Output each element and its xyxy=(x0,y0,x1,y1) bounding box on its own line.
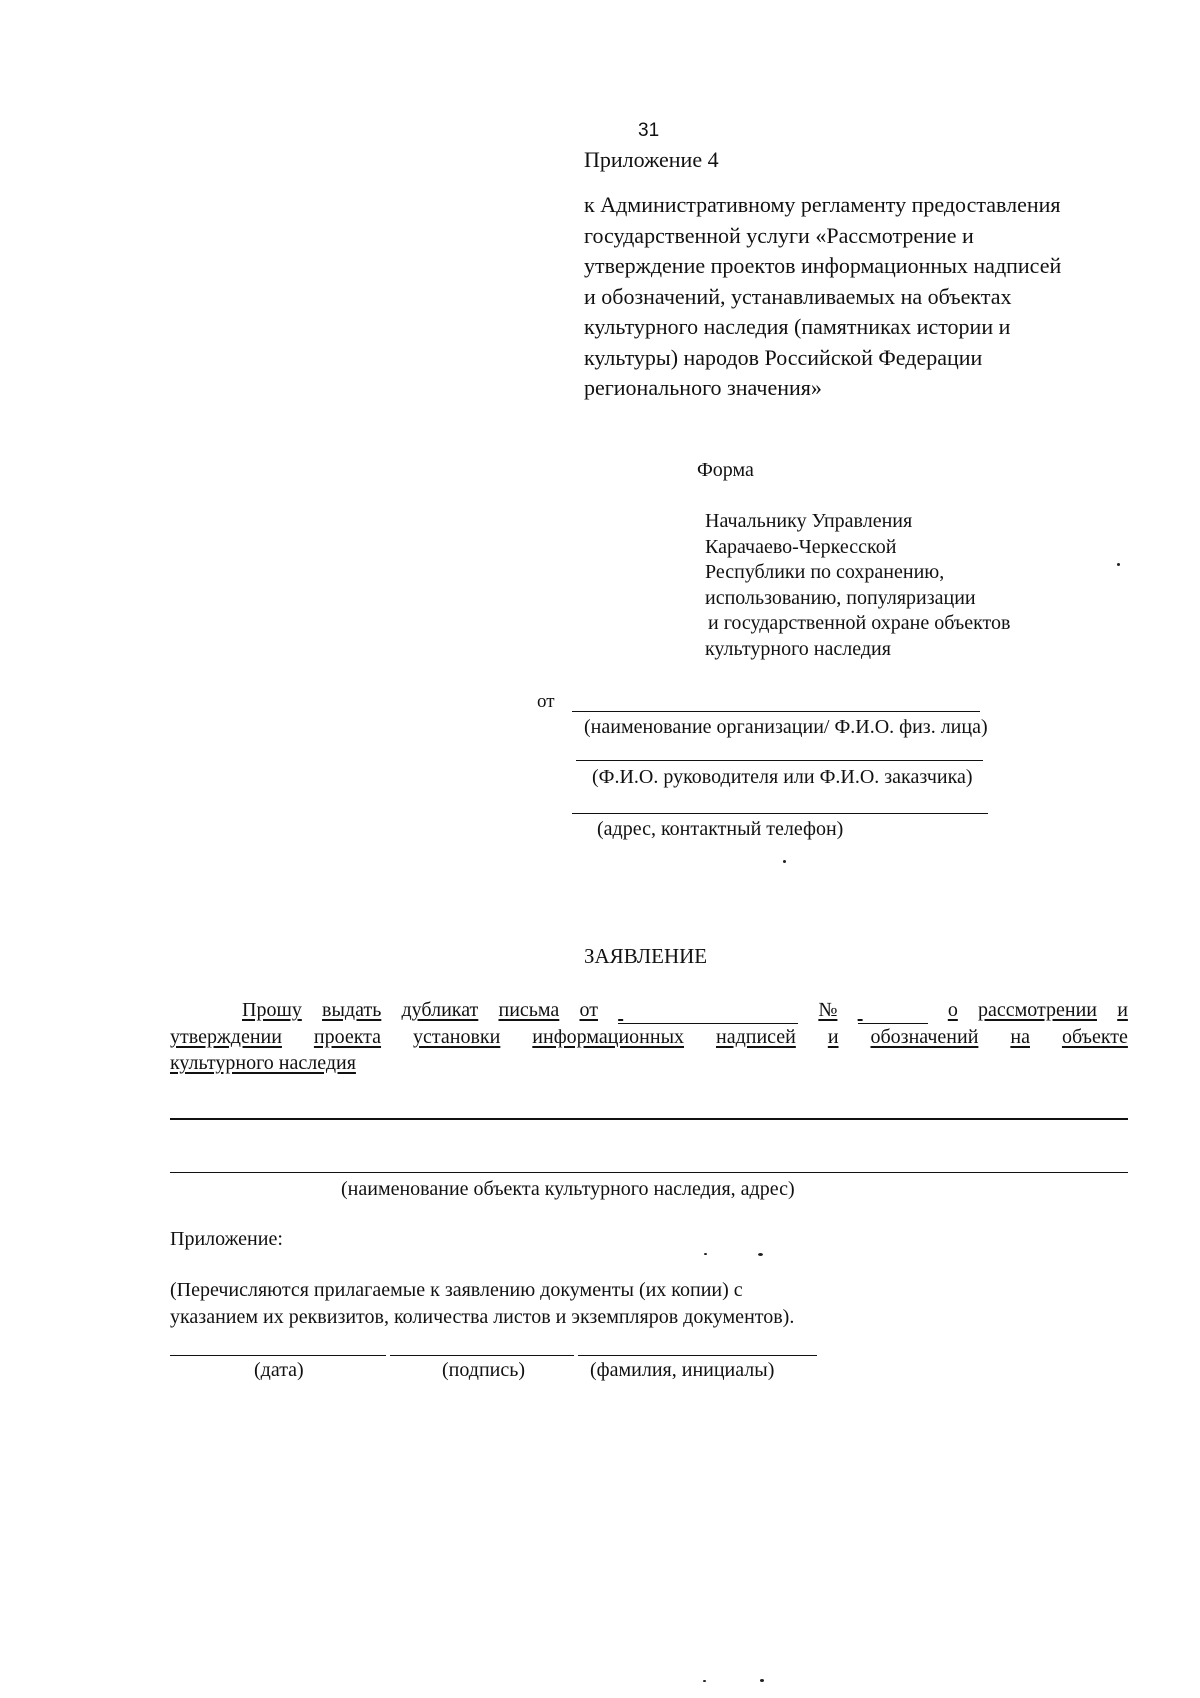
letter-date-field[interactable] xyxy=(618,997,798,1024)
page-number: 31 xyxy=(638,120,660,141)
from-label: от xyxy=(537,691,555,712)
statement-line-3 xyxy=(170,1050,1128,1076)
regulation-line: к Административному регламенту предоставления xyxy=(584,192,1061,217)
annex-note-line: (Перечисляются прилагаемые к заявлению документы (их копии) с xyxy=(170,1279,743,1301)
statement-word: Прошу xyxy=(242,999,302,1021)
addressee-line: и государственной охране объектов xyxy=(708,612,1011,634)
statement-word: установки xyxy=(413,1026,501,1048)
addressee xyxy=(705,509,1010,662)
object-caption: (наименование объекта культурного наследия, адрес) xyxy=(341,1178,795,1200)
scan-speck xyxy=(783,860,786,863)
regulation-line: и обозначений, устанавливаемых на объектах xyxy=(584,283,1012,309)
statement-word: культурного наследия xyxy=(170,1052,356,1074)
regulation-line: государственной услуги «Рассмотрение и xyxy=(584,222,974,248)
appendix-title: Приложение 4 xyxy=(584,147,719,172)
scan-speck xyxy=(760,1679,764,1682)
full-name-caption: (фамилия, инициалы) xyxy=(590,1359,775,1381)
statement-word: и xyxy=(827,1026,839,1048)
applicant-name-caption: (наименование организации/ Ф.И.О. физ. лица) xyxy=(584,716,988,738)
address-phone-caption: (адрес, контактный телефон) xyxy=(597,818,844,840)
regulation-reference xyxy=(584,190,1061,404)
statement-title: ЗАЯВЛЕНИЕ xyxy=(584,944,708,968)
statement-word: обозначений xyxy=(870,1026,979,1048)
scan-speck xyxy=(758,1253,763,1256)
statement-line-1 xyxy=(170,997,1128,1024)
statement-word: объекте xyxy=(1061,1026,1128,1048)
address-phone-field[interactable] xyxy=(572,813,988,814)
full-name-field[interactable] xyxy=(578,1355,817,1356)
form-label: Форма xyxy=(697,459,754,481)
statement-body xyxy=(170,997,1128,1076)
scan-speck xyxy=(704,1253,707,1255)
statement-word: дубликат xyxy=(401,999,479,1021)
statement-word: информационных xyxy=(532,1026,685,1048)
statement-word: письма xyxy=(498,999,560,1021)
scan-speck xyxy=(703,1680,706,1682)
addressee-line: Карачаево-Черкесской xyxy=(705,535,897,558)
date-caption: (дата) xyxy=(254,1359,304,1381)
regulation-line: культурного наследия (памятниках истории и xyxy=(584,314,1011,339)
statement-word: надписей xyxy=(715,1026,796,1048)
annex-label: Приложение: xyxy=(170,1228,283,1250)
number-sign: № xyxy=(818,999,838,1021)
statement-word: о xyxy=(947,999,958,1021)
statement-word: от xyxy=(579,999,598,1021)
signature-field[interactable] xyxy=(390,1355,574,1356)
annex-note-line: указанием их реквизитов, количества листов и экземпляров документов). xyxy=(170,1306,795,1328)
statement-word: утверждении xyxy=(170,1026,282,1048)
manager-name-field[interactable] xyxy=(576,760,983,761)
applicant-name-field[interactable] xyxy=(572,711,980,712)
statement-word: и xyxy=(1117,999,1128,1021)
addressee-line: использованию, популяризации xyxy=(705,586,976,609)
scan-speck xyxy=(1117,563,1120,566)
addressee-line: Начальнику Управления xyxy=(705,510,913,532)
date-field[interactable] xyxy=(170,1355,386,1356)
statement-word: на xyxy=(1010,1026,1030,1048)
manager-name-caption: (Ф.И.О. руководителя или Ф.И.О. заказчика) xyxy=(592,766,973,788)
letter-number-field[interactable] xyxy=(858,997,928,1024)
addressee-line: Республики по сохранению, xyxy=(705,561,945,583)
regulation-line: утверждение проектов информационных надписей xyxy=(584,253,1062,278)
addressee-line: культурного наследия xyxy=(705,637,891,660)
regulation-line: культуры) народов Российской Федерации xyxy=(584,344,983,370)
statement-word: рассмотрении xyxy=(978,999,1097,1021)
statement-line-2 xyxy=(170,1024,1128,1050)
signature-caption: (подпись) xyxy=(442,1359,526,1381)
statement-word: выдать xyxy=(322,999,382,1021)
statement-word: проекта xyxy=(313,1026,382,1048)
object-name-field-2[interactable] xyxy=(170,1172,1128,1173)
object-name-field-1[interactable] xyxy=(170,1118,1128,1120)
regulation-line: регионального значения» xyxy=(584,375,822,400)
annex-note xyxy=(170,1277,794,1331)
